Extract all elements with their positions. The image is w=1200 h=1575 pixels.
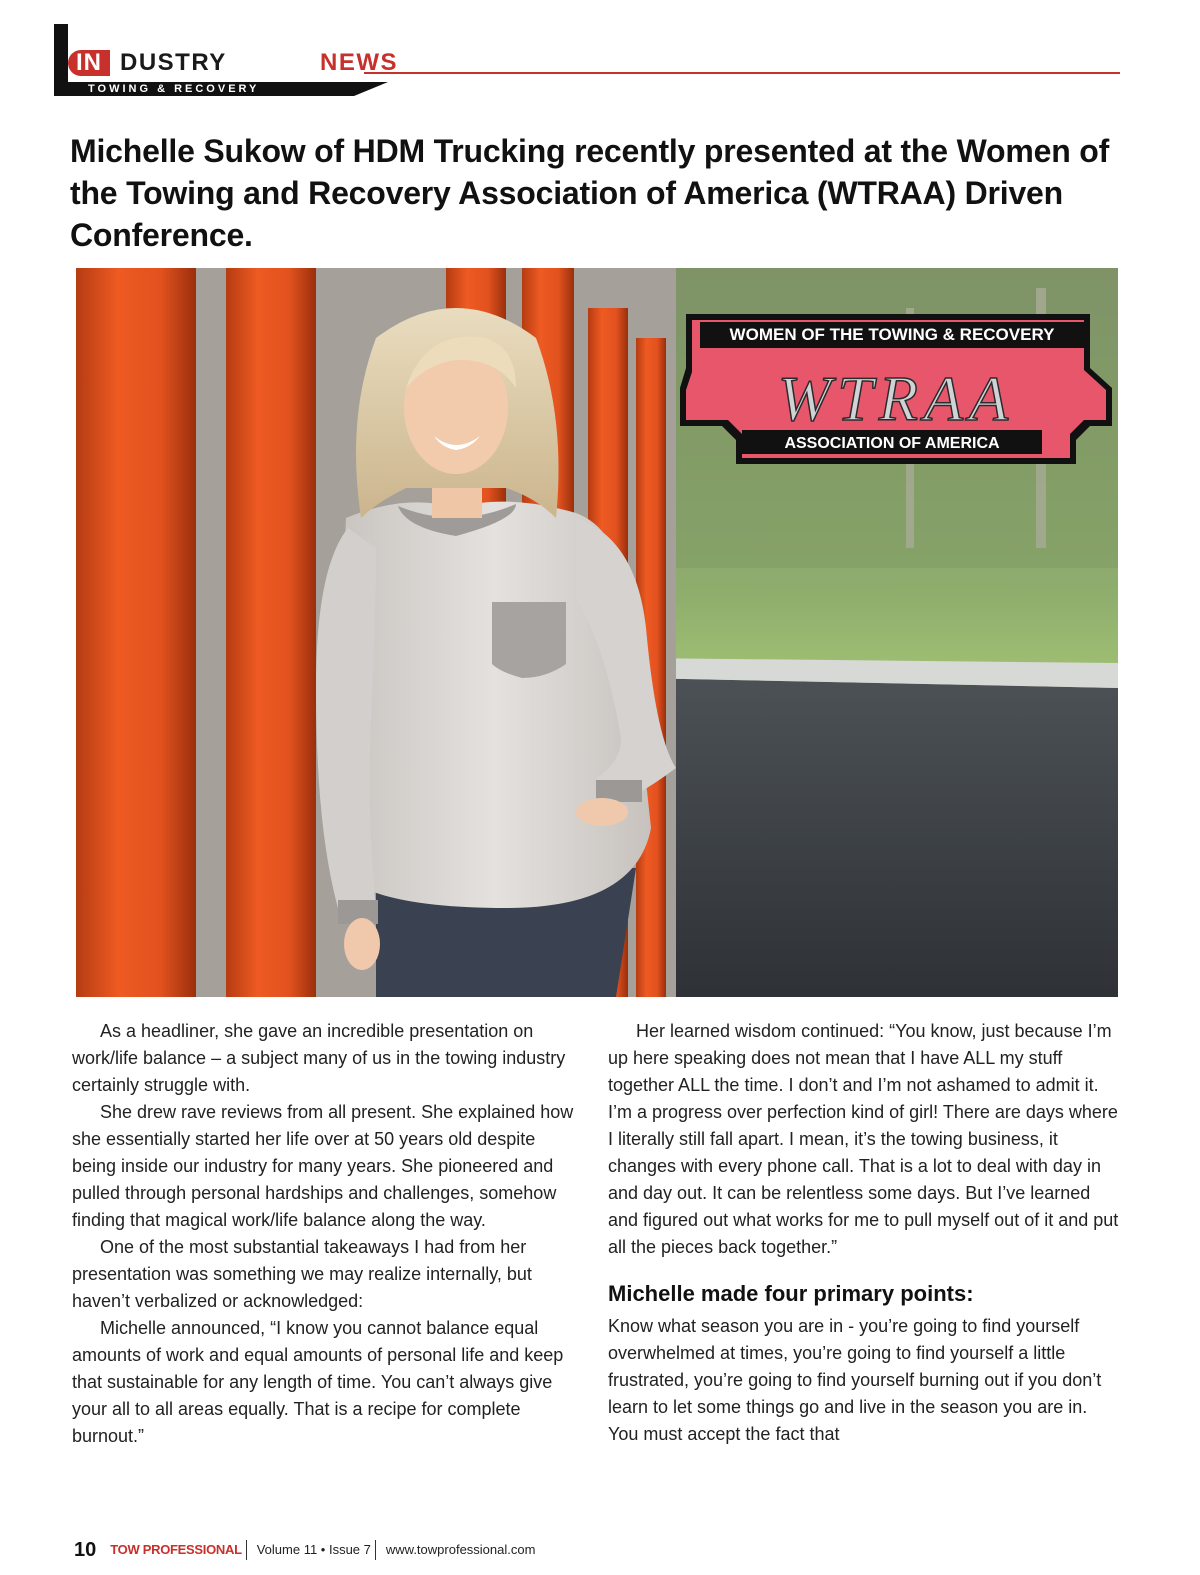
- banner-bar-tip: [354, 82, 388, 96]
- paragraph-1: As a headliner, she gave an incredible presentation on work/life balance – a subject many of us in the towing industry certainly struggle with.: [72, 1021, 566, 1095]
- subheading: Michelle made four primary points:: [608, 1281, 974, 1306]
- article-column-right: [608, 1018, 1120, 1448]
- banner-subtitle: TOWING & RECOVERY: [88, 83, 260, 95]
- wtraa-logo: [680, 314, 1112, 464]
- section-banner: [54, 24, 1120, 98]
- footer-issue: Volume 11 • Issue 7: [256, 1542, 371, 1557]
- logo-top-text: WOMEN OF THE TOWING & RECOVERY: [729, 325, 1055, 344]
- paragraph-5: Her learned wisdom continued: “You know, just because I’m up here speaking does not mean that I have ALL my stuff together ALL the time. I don’t and I’m not ashamed to admit it. I’m a progress over perfection kind of girl! There are days where I literally still fall apart. I mean, it’s the towing business, it changes with every phone call. That is a lot to deal with day in and day out. It can be relentless some days. But I’ve learned and figured out what works for me to pull myself out of it and put all the pieces back together.”: [608, 1021, 1119, 1257]
- logo-bottom-text: ASSOCIATION OF AMERICA: [784, 435, 1000, 452]
- paragraph-3: One of the most substantial takeaways I had from her presentation was something we may realize internally, but haven’t verbalized or acknowledged:: [72, 1237, 532, 1311]
- article-photo: [76, 268, 1118, 997]
- page-number: 10: [74, 1539, 97, 1561]
- banner-rule: [364, 72, 1120, 74]
- banner-in-badge: IN: [68, 50, 110, 76]
- footer-brand: TOW PROFESSIONAL: [110, 1542, 242, 1557]
- banner-news-text: NEWS: [320, 49, 398, 76]
- logo-main-text: WTRAA: [777, 363, 1015, 434]
- paragraph-4: Michelle announced, “I know you cannot balance equal amounts of work and equal amounts of personal life and keep that sustainable for any length of time. You can’t always give your all to all areas equally. That is a recipe for complete burnout.”: [72, 1318, 564, 1446]
- paragraph-2: She drew rave reviews from all present. She explained how she essentially started her life over at 50 years old despite being inside our industry for many years. She pioneered and pulled through personal hardships and challenges, somehow finding that magical work/life balance along the way.: [72, 1102, 574, 1230]
- page-footer: [74, 1538, 535, 1562]
- photo-illustration: [76, 268, 1118, 997]
- footer-separator: [375, 1540, 376, 1560]
- footer-separator: [246, 1540, 247, 1560]
- paragraph-6: Know what season you are in - you’re going to find yourself overwhelmed at times, you’re going to find yourself a little frustrated, you’re going to find yourself burning out if you don’t learn to let some things go and live in the season you are in. You must accept the fact that: [608, 1316, 1102, 1444]
- footer-url[interactable]: www.towprofessional.com: [385, 1542, 536, 1557]
- article-headline: Michelle Sukow of HDM Trucking recently presented at the Women of the Towing and Recovery Association of America (WTRAA) Driven Conference.: [70, 133, 1110, 253]
- banner-industry-text: DUSTRY: [120, 49, 227, 76]
- article-column-left: [72, 1018, 577, 1450]
